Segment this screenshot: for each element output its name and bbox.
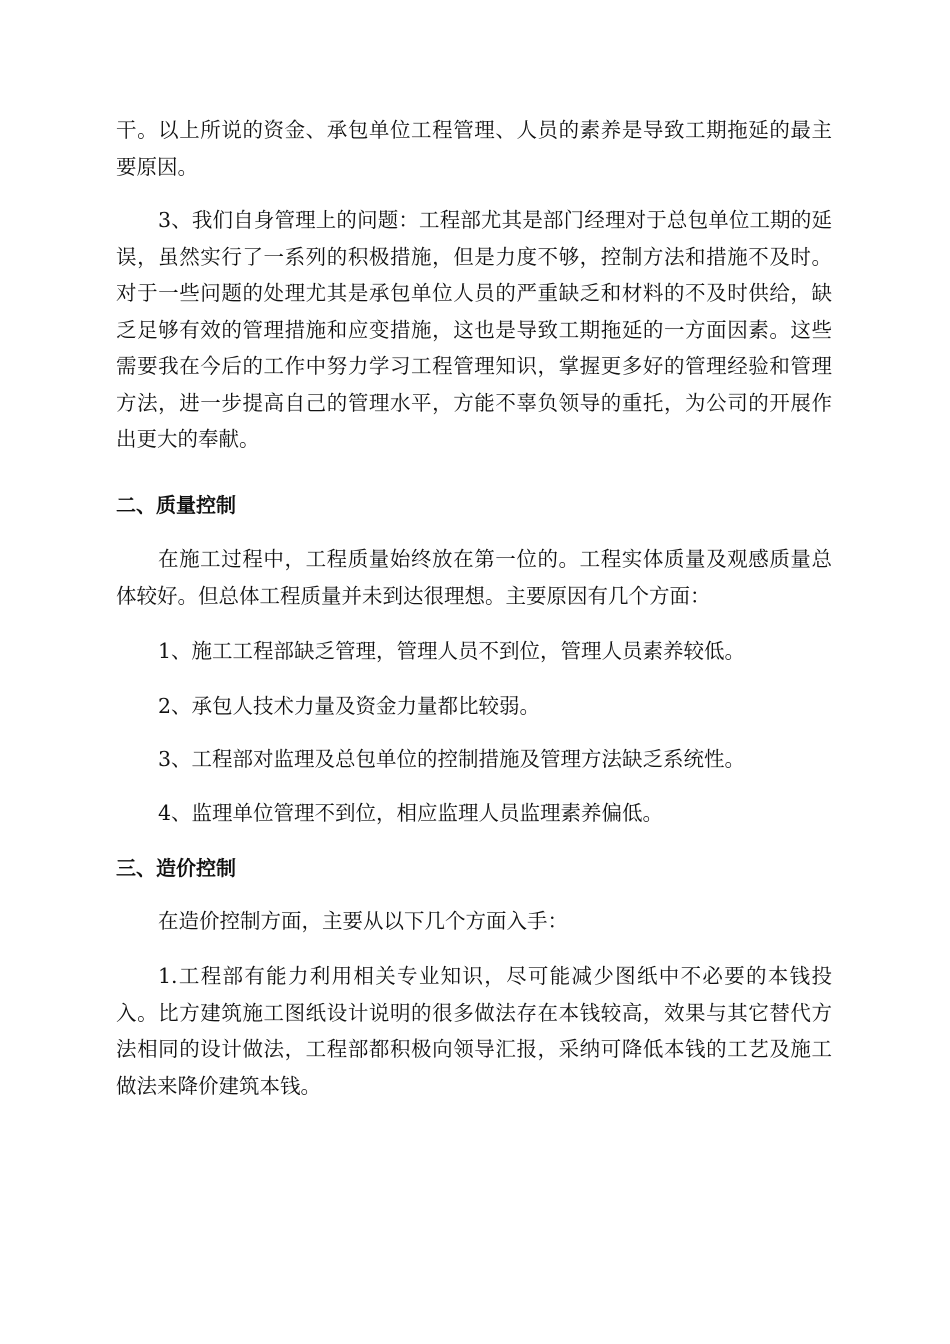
section-heading-quality: 二、质量控制 <box>116 493 236 517</box>
cost-item-1: 1.工程部有能力利用相关专业知识，尽可能减少图纸中不必要的本钱投入。比方建筑施工图纸设计说明的很多做法存在本钱较高，效果与其它替代方法相同的设计做法，工程部都积极向领导汇报，采纳可降低本钱的工艺及施工做法来降价建筑本钱。 <box>116 964 832 1098</box>
section-heading-cost: 三、造价控制 <box>116 856 236 880</box>
paragraph-cost-intro: 在造价控制方面，主要从以下几个方面入手： <box>158 909 568 933</box>
paragraph-continuation: 干。以上所说的资金、承包单位工程管理、人员的素养是导致工期拖延的最主要原因。 <box>116 118 832 179</box>
quality-item-1: 1、施工工程部缺乏管理，管理人员不到位，管理人员素养较低。 <box>158 639 746 663</box>
quality-item-2: 2、承包人技术力量及资金力量都比较弱。 <box>158 694 541 718</box>
paragraph-quality-intro: 在施工过程中，工程质量始终放在第一位的。工程实体质量及观感质量总体较好。但总体工程质量并未到达很理想。主要原因有几个方面： <box>116 547 832 608</box>
quality-item-4: 4、监理单位管理不到位，相应监理人员监理素养偏低。 <box>158 801 664 825</box>
quality-item-3: 3、工程部对监理及总包单位的控制措施及管理方法缺乏系统性。 <box>158 747 746 771</box>
paragraph-self-management: 3、我们自身管理上的问题：工程部尤其是部门经理对于总包单位工期的延误，虽然实行了一系列的积极措施，但是力度不够，控制方法和措施不及时。对于一些问题的处理尤其是承包单位人员的严重缺乏和材料的不及时供给，缺乏足够有效的管理措施和应变措施，这也是导致工期拖延的一方面因素。这些需要我在今后的工作中努力学习工程管理知识，掌握更多好的管理经验和管理方法，进一步提高自己的管理水平，方能不辜负领导的重托，为公司的开展作出更大的奉献。 <box>116 208 832 451</box>
